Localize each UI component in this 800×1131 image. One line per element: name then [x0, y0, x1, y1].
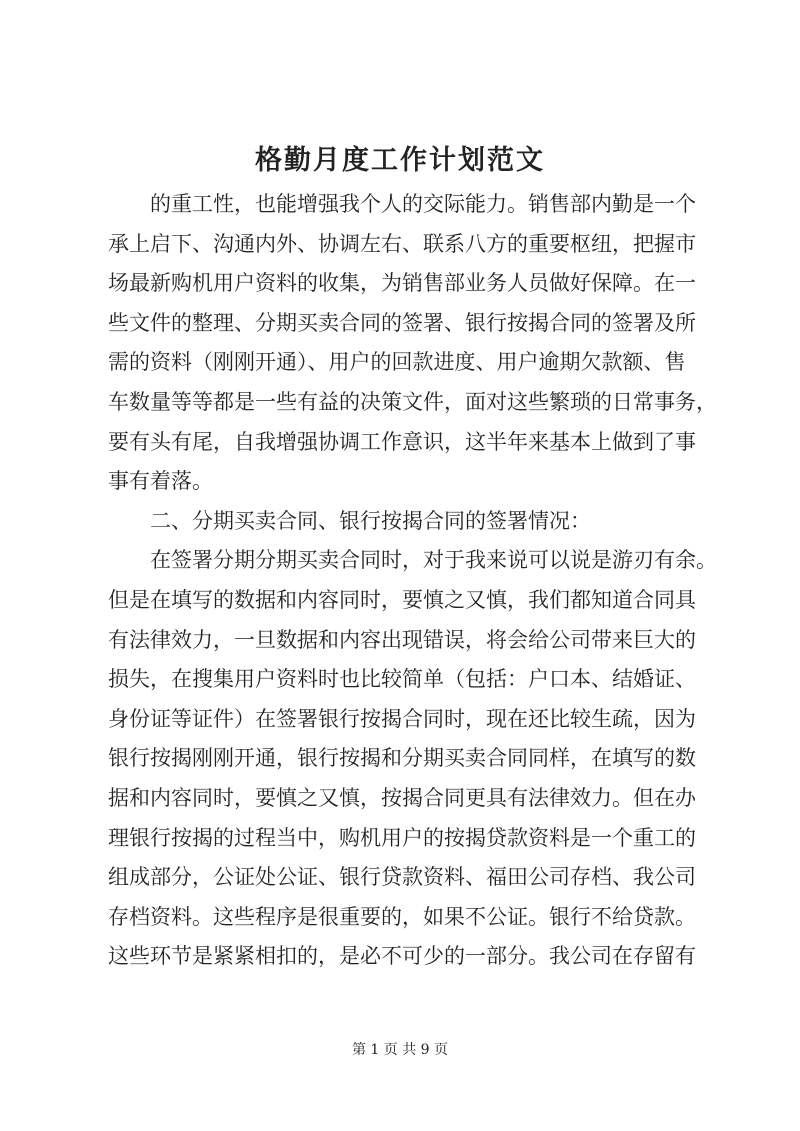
body-line: 事有着落。: [108, 469, 213, 494]
body-line: 但是在填写的数据和内容同时，要慎之又慎，我们都知道合同具: [108, 587, 696, 612]
body-line: 银行按揭刚刚开通，银行按揭和分期买卖合同同样，在填写的数: [108, 746, 696, 771]
body-line: 有法律效力，一旦数据和内容出现错误，将会给公司带来巨大的: [108, 627, 696, 652]
body-line: 要有头有尾，自我增强协调工作意识，这半年来基本上做到了事: [108, 429, 696, 454]
body-line: 的重工性，也能增强我个人的交际能力。销售部内勤是一个: [150, 192, 696, 216]
body-line: 场最新购机用户资料的收集，为销售部业务人员做好保障。在一: [108, 271, 696, 296]
page-number: 第 1 页 共 9 页: [351, 1042, 449, 1058]
body-line: 组成部分，公证处公证、银行贷款资料、福田公司存档、我公司: [108, 865, 696, 890]
body-line: 车数量等等都是一些有益的决策文件，面对这些繁琐的日常事务，: [108, 389, 717, 414]
document-title: 格勤月度工作计划范文: [255, 145, 545, 176]
document-body: [108, 185, 717, 977]
body-line: 损失，在搜集用户资料时也比较简单（包括：户口本、结婚证、: [108, 667, 696, 692]
body-line: 在签署分期分期买卖合同时，对于我来说可以说是游刃有余。: [150, 548, 717, 573]
body-line: 理银行按揭的过程当中，购机用户的按揭贷款资料是一个重工的: [108, 825, 696, 850]
body-line: 些文件的整理、分期买卖合同的签署、银行按揭合同的签署及所: [108, 310, 696, 335]
body-line: 需的资料（刚刚开通）、用户的回款进度、用户逾期欠款额、售: [108, 350, 686, 375]
section-heading: 二、分期买卖合同、银行按揭合同的签署情况：: [150, 508, 591, 533]
body-line: 这些环节是紧紧相扣的，是必不可少的一部分。我公司在存留有: [108, 944, 696, 969]
body-line: 据和内容同时，要慎之又慎，按揭合同更具有法律效力。但在办: [108, 785, 696, 810]
body-line: 身份证等证件）在签署银行按揭合同时，现在还比较生疏，因为: [108, 706, 696, 731]
body-line: 存档资料。这些程序是很重要的，如果不公证。银行不给贷款。: [108, 904, 696, 929]
body-line: 承上启下、沟通内外、协调左右、联系八方的重要枢纽，把握市: [108, 231, 696, 256]
